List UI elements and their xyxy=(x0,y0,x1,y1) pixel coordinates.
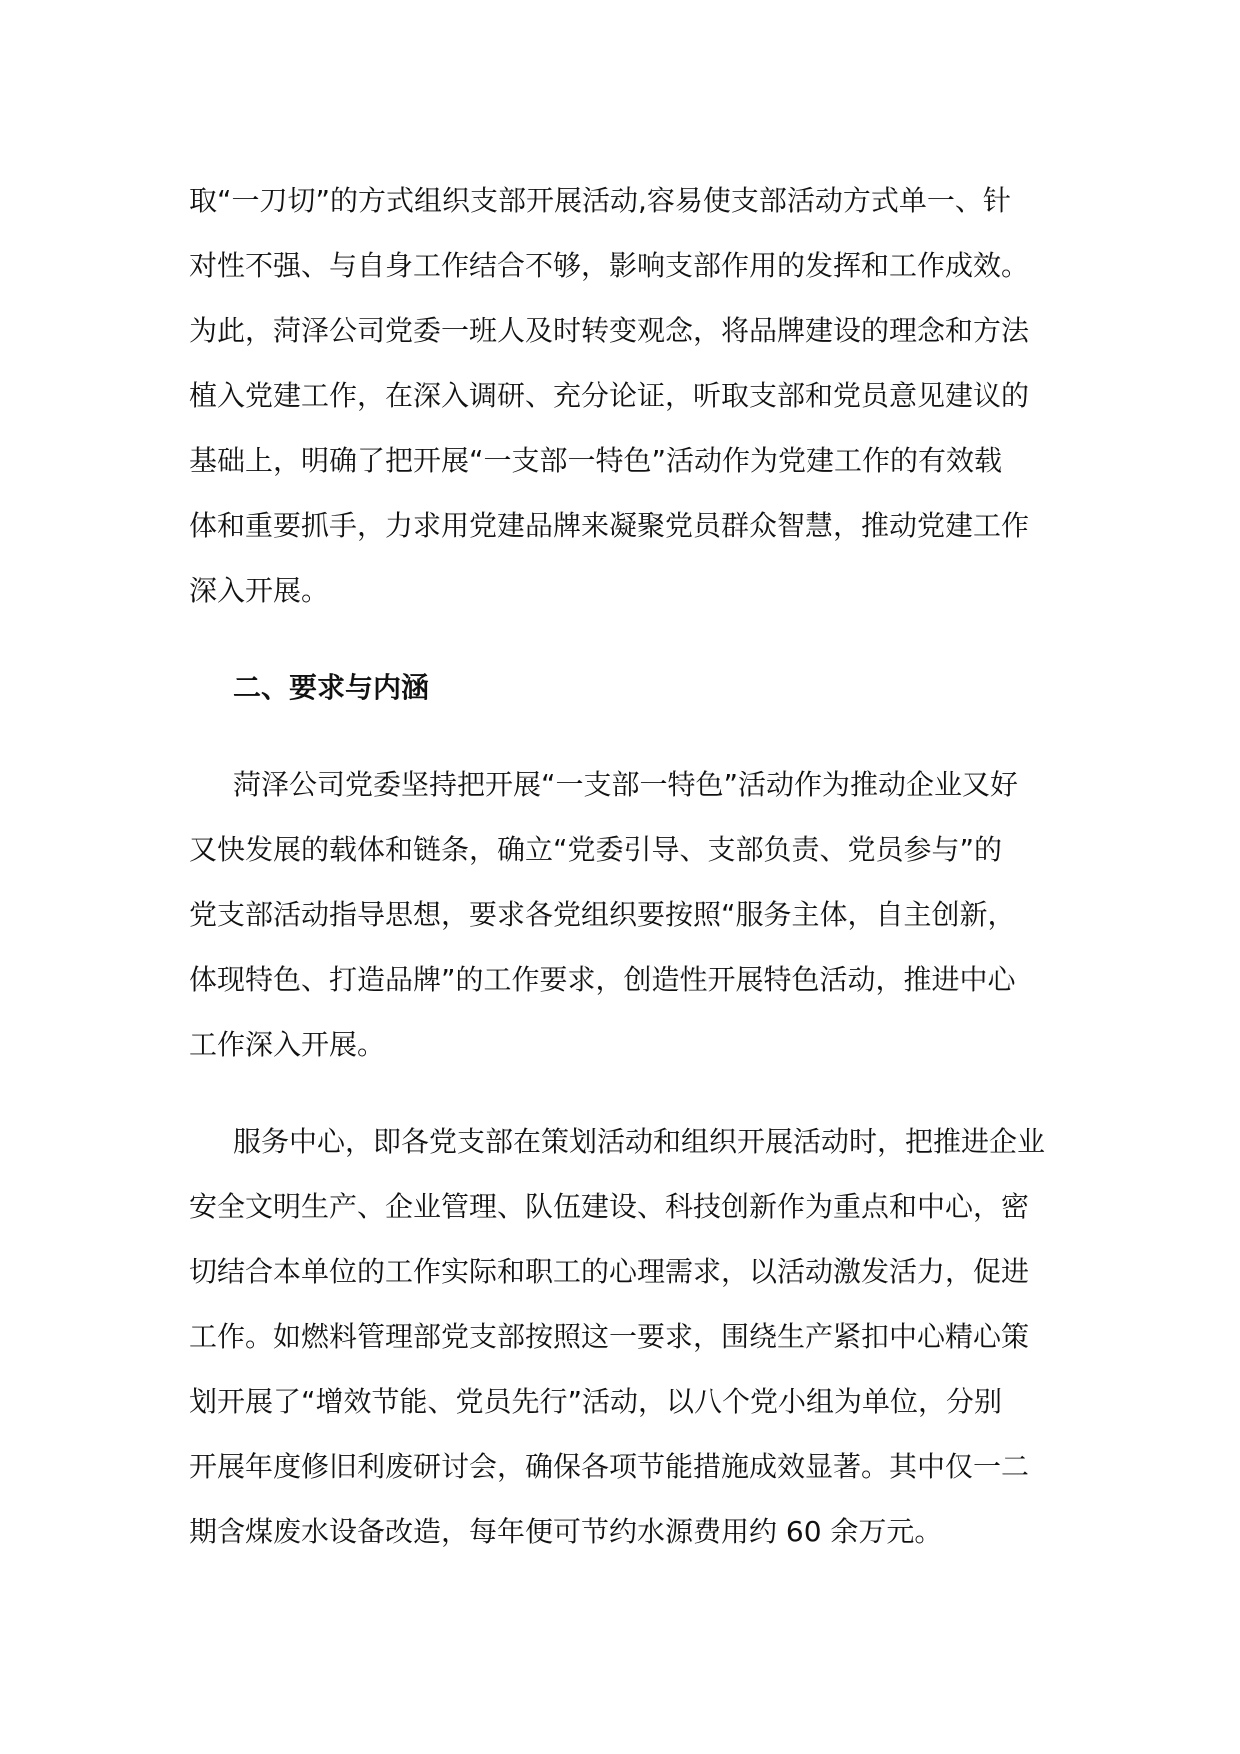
paragraph-line: 安全文明生产、企业管理、队伍建设、科技创新作为重点和中心，密 xyxy=(189,1190,1030,1223)
paragraph-line: 取“一刀切”的方式组织支部开展活动,容易使支部活动方式单一、针 xyxy=(189,184,1011,217)
section-heading: 二、要求与内涵 xyxy=(233,671,430,704)
paragraph-line: 服务中心，即各党支部在策划活动和组织开展活动时，把推进企业 xyxy=(233,1125,1046,1158)
paragraph-line: 期含煤废水设备改造，每年便可节约水源费用约 60 余万元。 xyxy=(189,1515,943,1548)
paragraph-line: 又快发展的载体和链条，确立“党委引导、支部负责、党员参与”的 xyxy=(189,833,1003,866)
paragraph-3 xyxy=(189,1109,1069,1564)
paragraph-line: 深入开展。 xyxy=(189,574,330,607)
paragraph-line: 菏泽公司党委坚持把开展“一支部一特色”活动作为推动企业又好 xyxy=(233,768,1019,801)
paragraph-line: 体和重要抓手，力求用党建品牌来凝聚党员群众智慧，推动党建工作 xyxy=(189,509,1030,542)
paragraph-line: 工作深入开展。 xyxy=(189,1028,386,1061)
paragraph-line: 党支部活动指导思想，要求各党组织要按照“服务主体，自主创新， xyxy=(189,898,1016,931)
paragraph-line: 基础上，明确了把开展“一支部一特色”活动作为党建工作的有效载 xyxy=(189,444,1003,477)
section-heading-block xyxy=(189,655,1069,720)
paragraph-2 xyxy=(189,752,1069,1077)
paragraph-line: 工作。如燃料管理部党支部按照这一要求，围绕生产紧扣中心精心策 xyxy=(189,1320,1030,1353)
paragraph-1 xyxy=(189,168,1069,623)
paragraph-line: 为此，菏泽公司党委一班人及时转变观念，将品牌建设的理念和方法 xyxy=(189,314,1030,347)
paragraph-line: 对性不强、与自身工作结合不够，影响支部作用的发挥和工作成效。 xyxy=(189,249,1030,282)
paragraph-line: 切结合本单位的工作实际和职工的心理需求，以活动激发活力，促进 xyxy=(189,1255,1030,1288)
paragraph-line: 体现特色、打造品牌”的工作要求，创造性开展特色活动，推进中心 xyxy=(189,963,1016,996)
paragraph-line: 植入党建工作，在深入调研、充分论证，听取支部和党员意见建议的 xyxy=(189,379,1030,412)
paragraph-line: 开展年度修旧利废研讨会，确保各项节能措施成效显著。其中仅一二 xyxy=(189,1450,1030,1483)
paragraph-line: 划开展了“增效节能、党员先行”活动，以八个党小组为单位，分别 xyxy=(189,1385,1003,1418)
document-page xyxy=(189,168,1069,1564)
